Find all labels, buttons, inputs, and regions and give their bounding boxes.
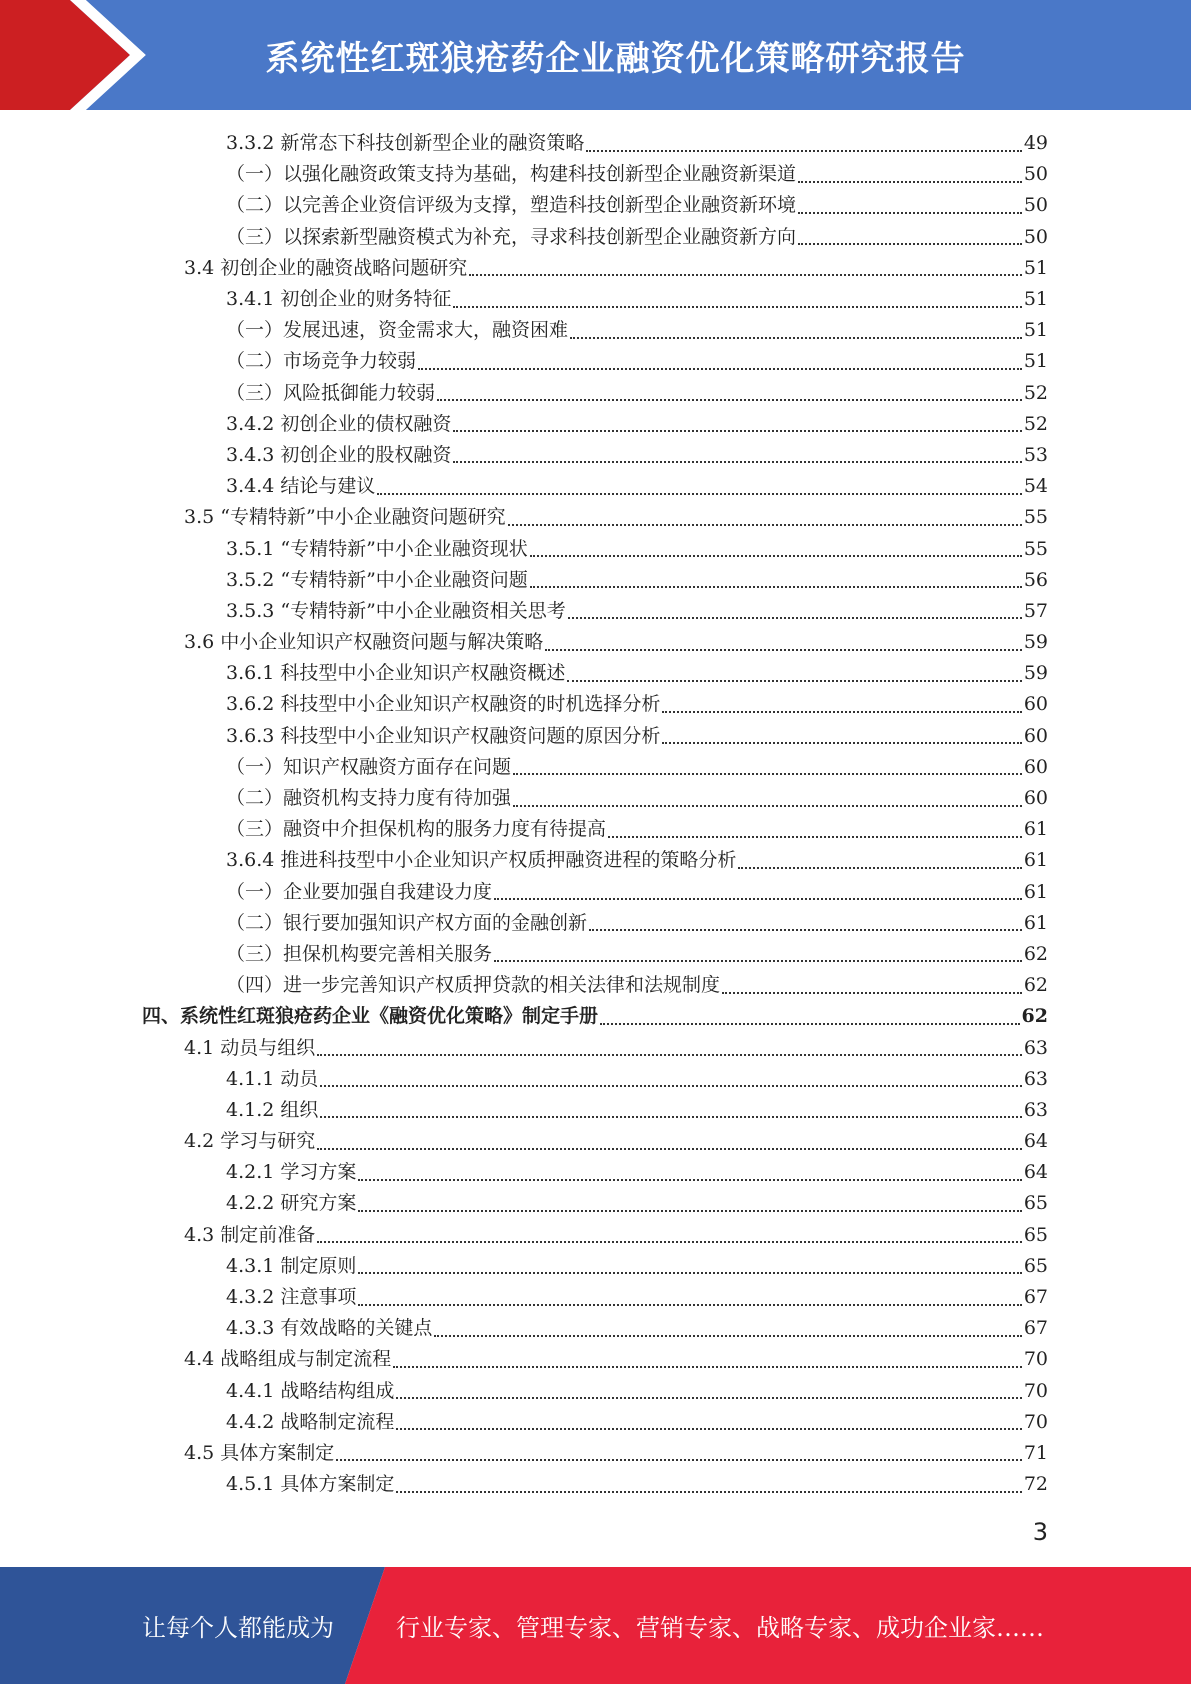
toc-entry[interactable] xyxy=(0,877,1191,908)
toc-leader-dots xyxy=(396,1397,1021,1399)
toc-entry[interactable] xyxy=(0,689,1191,720)
toc-entry-page: 65 xyxy=(1023,1254,1048,1277)
toc-entry-label: 4.1 动员与组织 xyxy=(184,1036,316,1059)
toc-entry-page: 63 xyxy=(1023,1098,1048,1121)
toc-entry[interactable] xyxy=(0,1032,1191,1063)
toc-leader-dots xyxy=(434,1335,1021,1337)
toc-entry[interactable] xyxy=(0,1282,1191,1313)
toc-entry-label: （二）市场竞争力较弱 xyxy=(226,350,417,373)
toc-leader-dots xyxy=(358,1179,1021,1181)
toc-entry-label: （一）以强化融资政策支持为基础，构建科技创新型企业融资新渠道 xyxy=(226,163,797,186)
toc-entry-label: 4.2.1 学习方案 xyxy=(226,1161,357,1184)
toc-leader-dots xyxy=(396,1491,1021,1493)
toc-entry-page: 62 xyxy=(1023,942,1048,965)
toc-entry-page: 72 xyxy=(1023,1473,1048,1496)
toc-entry-label: 4.3 制定前准备 xyxy=(184,1223,316,1246)
toc-entry-page: 51 xyxy=(1023,256,1048,279)
toc-entry-label: 3.5 “专精特新”中小企业融资问题研究 xyxy=(184,506,506,529)
toc-leader-dots xyxy=(530,555,1022,557)
toc-leader-dots xyxy=(453,306,1021,308)
toc-entry-label: 3.4 初创企业的融资战略问题研究 xyxy=(184,256,468,279)
toc-entry-page: 50 xyxy=(1023,194,1048,217)
toc-leader-dots xyxy=(494,898,1022,900)
toc-leader-dots xyxy=(567,680,1021,682)
toc-leader-dots xyxy=(453,461,1021,463)
toc-entry-label: 4.4.2 战略制定流程 xyxy=(226,1410,395,1433)
toc-entry-label: 4.4 战略组成与制定流程 xyxy=(184,1348,392,1371)
toc-entry[interactable] xyxy=(0,1064,1191,1095)
toc-leader-dots xyxy=(570,337,1022,339)
toc-entry[interactable] xyxy=(0,565,1191,596)
toc-entry-label: （二）融资机构支持力度有待加强 xyxy=(226,787,512,810)
toc-entry-label: （三）以探索新型融资模式为补充，寻求科技创新型企业融资新方向 xyxy=(226,225,797,248)
toc-leader-dots xyxy=(798,212,1022,214)
toc-leader-dots xyxy=(358,1272,1021,1274)
page-footer xyxy=(0,1567,1191,1684)
toc-entry[interactable] xyxy=(0,1220,1191,1251)
toc-leader-dots xyxy=(798,181,1022,183)
toc-leader-dots xyxy=(453,430,1021,432)
toc-entry[interactable] xyxy=(0,939,1191,970)
toc-leader-dots xyxy=(377,493,1021,495)
toc-entry-label: 3.4.3 初创企业的股权融资 xyxy=(226,443,452,466)
toc-entry[interactable] xyxy=(0,159,1191,190)
toc-entry-label: （四）进一步完善知识产权质押贷款的相关法律和法规制度 xyxy=(226,974,721,997)
toc-entry[interactable] xyxy=(0,721,1191,752)
toc-leader-dots xyxy=(568,617,1022,619)
toc-entry-label: 4.4.1 战略结构组成 xyxy=(226,1379,395,1402)
toc-entry[interactable] xyxy=(0,253,1191,284)
toc-entry-label: 4.3.2 注意事项 xyxy=(226,1286,357,1309)
toc-leader-dots xyxy=(586,150,1021,152)
toc-entry-label: 3.5.3 “专精特新”中小企业融资相关思考 xyxy=(226,599,566,622)
toc-entry-page: 55 xyxy=(1023,506,1048,529)
header-red-arrow-decoration xyxy=(0,0,150,110)
toc-entry-page: 50 xyxy=(1023,163,1048,186)
toc-entry-page: 70 xyxy=(1023,1379,1048,1402)
toc-leader-dots xyxy=(358,1304,1021,1306)
toc-entry[interactable] xyxy=(0,752,1191,783)
toc-entry-page: 52 xyxy=(1023,412,1048,435)
toc-entry[interactable] xyxy=(0,1407,1191,1438)
toc-entry-page: 64 xyxy=(1023,1130,1048,1153)
toc-entry-label: 3.6.4 推进科技型中小企业知识产权质押融资进程的策略分析 xyxy=(226,849,737,872)
toc-entry-page: 50 xyxy=(1023,225,1048,248)
toc-entry-page: 70 xyxy=(1023,1410,1048,1433)
toc-entry-label: 3.5.1 “专精特新”中小企业融资现状 xyxy=(226,537,528,560)
toc-entry[interactable] xyxy=(0,1157,1191,1188)
report-title: 系统性红斑狼疮药企业融资优化策略研究报告 xyxy=(265,38,966,79)
toc-leader-dots xyxy=(320,1116,1021,1118)
toc-leader-dots xyxy=(317,1148,1022,1150)
toc-entry-label: 3.3.2 新常态下科技创新型企业的融资策略 xyxy=(226,132,585,155)
page-header xyxy=(0,0,1191,110)
toc-entry[interactable] xyxy=(0,1095,1191,1126)
toc-entry-page: 67 xyxy=(1023,1286,1048,1309)
toc-entry-page: 51 xyxy=(1023,350,1048,373)
toc-entry-page: 60 xyxy=(1023,724,1048,747)
toc-leader-dots xyxy=(662,711,1021,713)
toc-entry[interactable] xyxy=(0,1313,1191,1344)
toc-leader-dots xyxy=(608,836,1022,838)
toc-entry-page: 63 xyxy=(1023,1067,1048,1090)
toc-entry-page: 65 xyxy=(1023,1192,1048,1215)
toc-entry-page: 67 xyxy=(1023,1317,1048,1340)
toc-entry-page: 51 xyxy=(1023,288,1048,311)
toc-leader-dots xyxy=(437,399,1022,401)
toc-entry[interactable] xyxy=(0,409,1191,440)
toc-entry-label: （二）银行要加强知识产权方面的金融创新 xyxy=(226,911,588,934)
toc-leader-dots xyxy=(317,1054,1022,1056)
toc-entry-page: 62 xyxy=(1021,1005,1048,1028)
toc-entry-page: 65 xyxy=(1023,1223,1048,1246)
toc-leader-dots xyxy=(662,742,1021,744)
toc-entry[interactable] xyxy=(0,658,1191,689)
toc-entry[interactable] xyxy=(0,378,1191,409)
toc-entry-label: 4.3.1 制定原则 xyxy=(226,1254,357,1277)
toc-leader-dots xyxy=(494,960,1022,962)
toc-entry-page: 60 xyxy=(1023,693,1048,716)
toc-entry-page: 61 xyxy=(1023,911,1048,934)
toc-entry[interactable] xyxy=(0,845,1191,876)
toc-entry-page: 62 xyxy=(1023,974,1048,997)
toc-entry[interactable] xyxy=(0,440,1191,471)
toc-entry[interactable] xyxy=(0,814,1191,845)
toc-entry-label: （三）融资中介担保机构的服务力度有待提高 xyxy=(226,818,607,841)
toc-entry[interactable] xyxy=(0,970,1191,1001)
toc-entry-page: 59 xyxy=(1023,662,1048,685)
toc-leader-dots xyxy=(600,1023,1020,1025)
toc-entry-page: 49 xyxy=(1023,132,1048,155)
toc-entry-label: 四、系统性红斑狼疮药企业《融资优化策略》制定手册 xyxy=(142,1005,599,1028)
toc-leader-dots xyxy=(469,274,1022,276)
toc-leader-dots xyxy=(393,1366,1022,1368)
toc-entry[interactable] xyxy=(0,222,1191,253)
toc-entry[interactable] xyxy=(0,1251,1191,1282)
toc-leader-dots xyxy=(336,1459,1022,1461)
toc-entry[interactable] xyxy=(0,1344,1191,1375)
toc-entry[interactable] xyxy=(0,908,1191,939)
toc-entry[interactable] xyxy=(0,596,1191,627)
toc-entry-page: 70 xyxy=(1023,1348,1048,1371)
toc-entry-label: 3.4.4 结论与建议 xyxy=(226,475,376,498)
toc-entry-label: 4.3.3 有效战略的关键点 xyxy=(226,1317,433,1340)
toc-leader-dots xyxy=(320,1085,1021,1087)
toc-entry-page: 56 xyxy=(1023,568,1048,591)
toc-entry-label: （三）担保机构要完善相关服务 xyxy=(226,942,493,965)
toc-entry-label: （二）以完善企业资信评级为支撑，塑造科技创新型企业融资新环境 xyxy=(226,194,797,217)
toc-entry-label: 3.6.3 科技型中小企业知识产权融资问题的原因分析 xyxy=(226,724,661,747)
toc-entry-label: 3.6.2 科技型中小企业知识产权融资的时机选择分析 xyxy=(226,693,661,716)
toc-entry-page: 71 xyxy=(1023,1441,1048,1464)
toc-entry-label: （一）发展迅速，资金需求大，融资困难 xyxy=(226,319,569,342)
toc-entry[interactable] xyxy=(0,1188,1191,1219)
toc-entry[interactable] xyxy=(0,315,1191,346)
toc-entry[interactable] xyxy=(0,502,1191,533)
toc-leader-dots xyxy=(358,1210,1021,1212)
toc-leader-dots xyxy=(530,586,1022,588)
toc-leader-dots xyxy=(738,867,1021,869)
toc-entry-page: 51 xyxy=(1023,319,1048,342)
toc-entry-page: 61 xyxy=(1023,880,1048,903)
toc-entry-label: 4.1.1 动员 xyxy=(226,1067,319,1090)
toc-entry[interactable] xyxy=(0,1001,1191,1032)
toc-entry-page: 64 xyxy=(1023,1161,1048,1184)
toc-leader-dots xyxy=(589,929,1022,931)
toc-entry-label: 4.5 具体方案制定 xyxy=(184,1441,335,1464)
toc-entry[interactable] xyxy=(0,1126,1191,1157)
toc-entry-page: 61 xyxy=(1023,818,1048,841)
toc-entry-page: 61 xyxy=(1023,849,1048,872)
toc-leader-dots xyxy=(513,805,1022,807)
toc-entry-label: 4.5.1 具体方案制定 xyxy=(226,1473,395,1496)
toc-entry-page: 59 xyxy=(1023,631,1048,654)
toc-entry-page: 57 xyxy=(1023,599,1048,622)
toc-leader-dots xyxy=(798,243,1022,245)
toc-entry-label: （三）风险抵御能力较弱 xyxy=(226,381,436,404)
toc-entry[interactable] xyxy=(0,783,1191,814)
toc-entry-page: 52 xyxy=(1023,381,1048,404)
toc-leader-dots xyxy=(396,1428,1021,1430)
table-of-contents xyxy=(0,128,1191,1500)
footer-slogan-left: 让每个人都能成为 xyxy=(142,1614,334,1642)
toc-entry-label: 3.4.2 初创企业的债权融资 xyxy=(226,412,452,435)
toc-leader-dots xyxy=(418,368,1022,370)
toc-entry-label: 3.4.1 初创企业的财务特征 xyxy=(226,288,452,311)
toc-leader-dots xyxy=(317,1241,1022,1243)
toc-entry-page: 60 xyxy=(1023,787,1048,810)
footer-slogan-right: 行业专家、管理专家、营销专家、战略专家、成功企业家…… xyxy=(396,1614,1044,1642)
toc-entry[interactable] xyxy=(0,533,1191,564)
toc-entry-page: 63 xyxy=(1023,1036,1048,1059)
toc-entry-page: 55 xyxy=(1023,537,1048,560)
toc-entry[interactable] xyxy=(0,627,1191,658)
toc-leader-dots xyxy=(545,649,1022,651)
toc-entry-label: 4.2.2 研究方案 xyxy=(226,1192,357,1215)
toc-entry[interactable] xyxy=(0,1376,1191,1407)
toc-entry-label: （一）企业要加强自我建设力度 xyxy=(226,880,493,903)
toc-entry-label: （一）知识产权融资方面存在问题 xyxy=(226,755,512,778)
toc-entry[interactable] xyxy=(0,1469,1191,1500)
toc-entry[interactable] xyxy=(0,190,1191,221)
toc-entry-label: 4.2 学习与研究 xyxy=(184,1130,316,1153)
toc-entry[interactable] xyxy=(0,128,1191,159)
toc-entry[interactable] xyxy=(0,346,1191,377)
toc-entry-label: 3.5.2 “专精特新”中小企业融资问题 xyxy=(226,568,528,591)
toc-entry-label: 3.6 中小企业知识产权融资问题与解决策略 xyxy=(184,631,544,654)
toc-entry[interactable] xyxy=(0,471,1191,502)
toc-leader-dots xyxy=(513,773,1022,775)
toc-entry-label: 3.6.1 科技型中小企业知识产权融资概述 xyxy=(226,662,566,685)
toc-entry-label: 4.1.2 组织 xyxy=(226,1098,319,1121)
toc-entry-page: 53 xyxy=(1023,443,1048,466)
toc-leader-dots xyxy=(508,524,1022,526)
toc-entry[interactable] xyxy=(0,284,1191,315)
toc-leader-dots xyxy=(722,992,1022,994)
toc-entry-page: 54 xyxy=(1023,475,1048,498)
toc-entry-page: 60 xyxy=(1023,755,1048,778)
page-number: 3 xyxy=(1032,1518,1048,1546)
toc-entry[interactable] xyxy=(0,1438,1191,1469)
